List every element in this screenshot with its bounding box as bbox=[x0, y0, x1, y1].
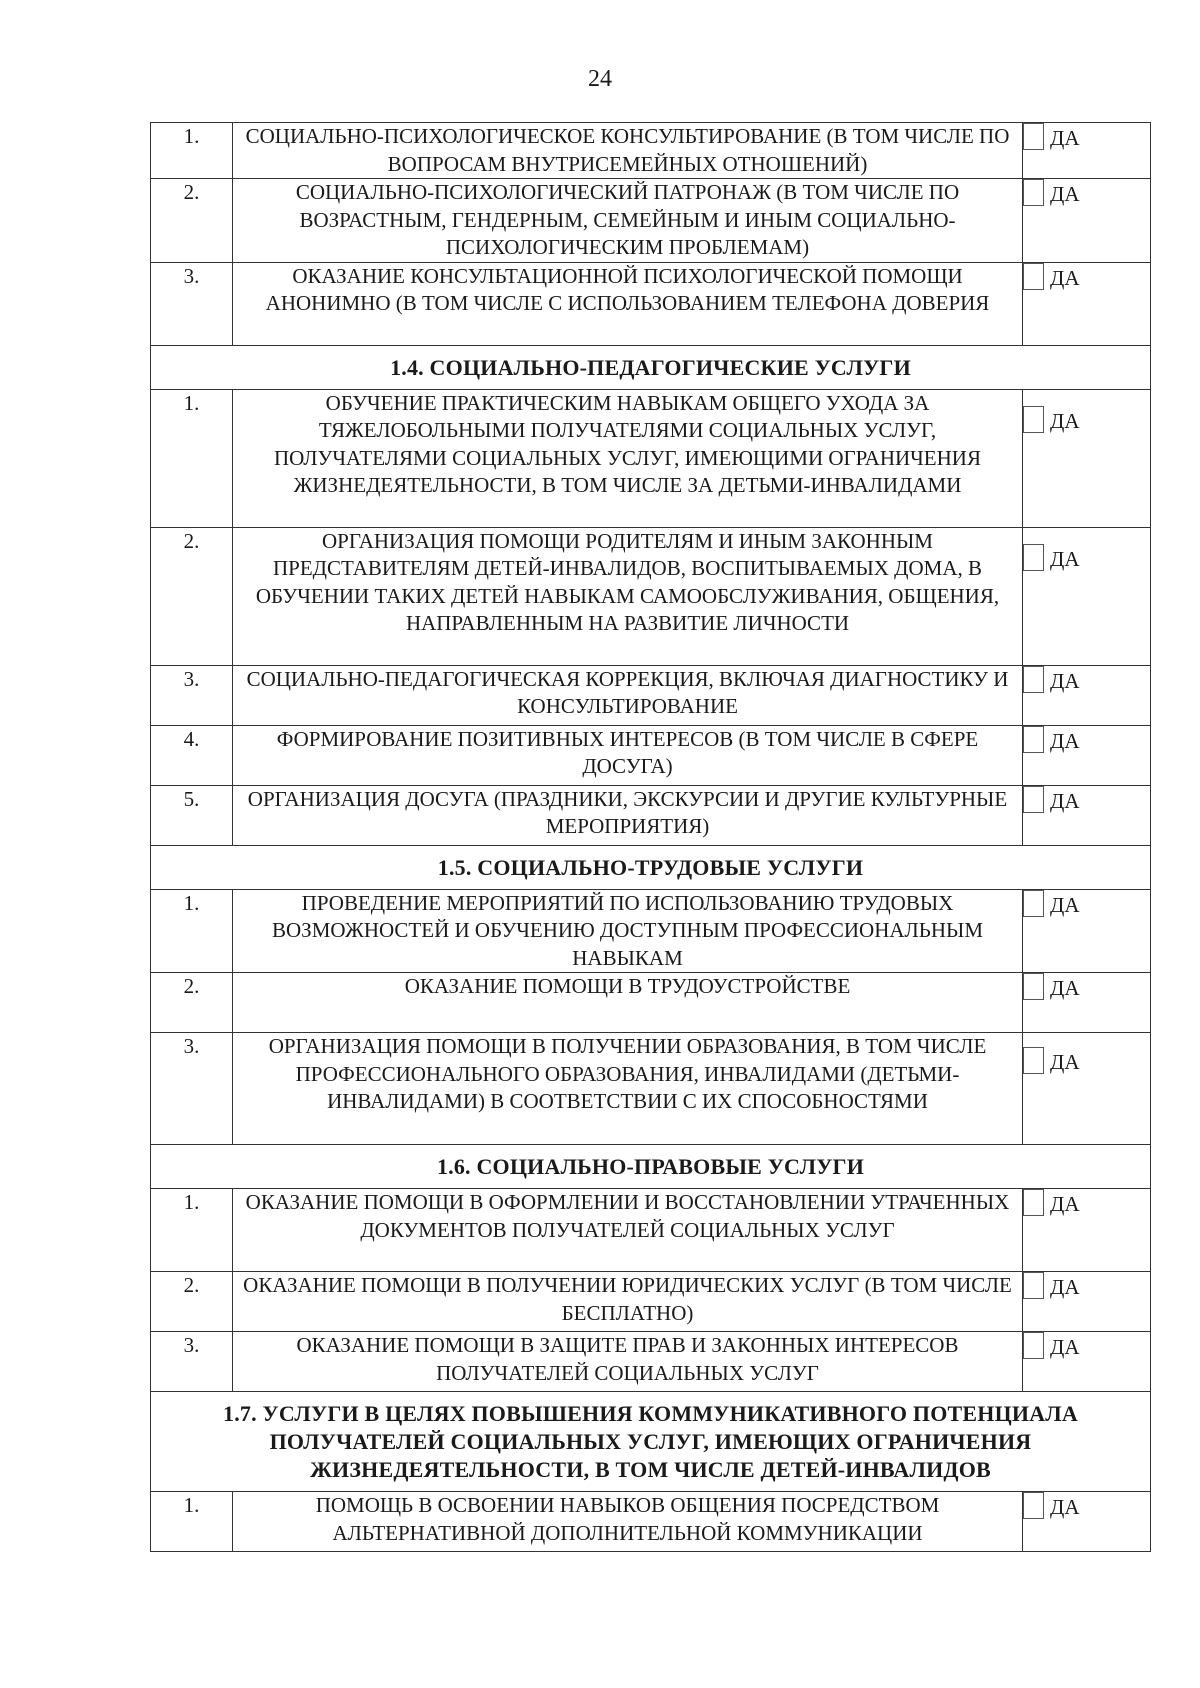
service-name: ОБУЧЕНИЕ ПРАКТИЧЕСКИМ НАВЫКАМ ОБЩЕГО УХОДА ЗА ТЯЖЕЛОБОЛЬНЫМИ ПОЛУЧАТЕЛЯМИ СОЦИАЛЬНЫХ УСЛУГ, ПОЛУЧАТЕЛЯМИ СОЦИАЛЬНЫХ УСЛУГ, ИМЕЮЩИМИ ОГРАНИЧЕНИЯ ЖИЗНЕДЕЯТЕЛЬНОСТИ, В ТОМ ЧИСЛЕ ЗА ДЕТЬМИ-ИНВАЛИДАМИ bbox=[233, 389, 1023, 527]
item-number: 1. bbox=[151, 389, 233, 527]
checkbox-label: ДА bbox=[1050, 1192, 1080, 1216]
section-header-row bbox=[151, 1392, 1151, 1492]
service-name: ОКАЗАНИЕ КОНСУЛЬТАЦИОННОЙ ПСИХОЛОГИЧЕСКОЙ ПОМОЩИ АНОНИМНО (В ТОМ ЧИСЛЕ С ИСПОЛЬЗОВАНИЕМ ТЕЛЕФОНА ДОВЕРИЯ bbox=[233, 262, 1023, 345]
item-number: 1. bbox=[151, 1492, 233, 1552]
checkbox-icon[interactable] bbox=[1023, 890, 1044, 917]
checkbox-icon[interactable] bbox=[1023, 406, 1044, 433]
checkbox-cell[interactable] bbox=[1023, 889, 1151, 973]
checkbox-cell[interactable] bbox=[1023, 973, 1151, 1033]
service-name: ФОРМИРОВАНИЕ ПОЗИТИВНЫХ ИНТЕРЕСОВ (В ТОМ ЧИСЛЕ В СФЕРЕ ДОСУГА) bbox=[233, 725, 1023, 785]
checkbox-icon[interactable] bbox=[1023, 973, 1044, 1000]
checkbox-cell[interactable] bbox=[1023, 665, 1151, 725]
checkbox-label: ДА bbox=[1050, 668, 1080, 693]
page-number: 24 bbox=[588, 66, 612, 92]
service-name: СОЦИАЛЬНО-ПСИХОЛОГИЧЕСКИЙ ПАТРОНАЖ (В ТОМ ЧИСЛЕ ПО ВОЗРАСТНЫМ, ГЕНДЕРНЫМ, СЕМЕЙНЫМ И ИНЫМ СОЦИАЛЬНО- ПСИХОЛОГИЧЕСКИМ ПРОБЛЕМАМ) bbox=[233, 179, 1023, 263]
service-name: ОРГАНИЗАЦИЯ ПОМОЩИ В ПОЛУЧЕНИИ ОБРАЗОВАНИЯ, В ТОМ ЧИСЛЕ ПРОФЕССИОНАЛЬНОГО ОБРАЗОВАНИЯ, ИНВАЛИДАМИ (ДЕТЬМИ-ИНВАЛИДАМИ) В СООТВЕТСТВИИ С ИХ СПОСОБНОСТЯМИ bbox=[233, 1033, 1023, 1145]
table-row bbox=[151, 179, 1151, 263]
service-name: ОКАЗАНИЕ ПОМОЩИ В ЗАЩИТЕ ПРАВ И ЗАКОННЫХ ИНТЕРЕСОВ ПОЛУЧАТЕЛЕЙ СОЦИАЛЬНЫХ УСЛУГ bbox=[233, 1332, 1023, 1392]
item-number: 4. bbox=[151, 725, 233, 785]
table-row bbox=[151, 1492, 1151, 1552]
checkbox-cell[interactable] bbox=[1023, 1492, 1151, 1552]
checkbox-cell[interactable] bbox=[1023, 1272, 1151, 1332]
table-row bbox=[151, 1033, 1151, 1145]
checkbox-label: ДА bbox=[1050, 1495, 1080, 1519]
checkbox-icon[interactable] bbox=[1023, 1332, 1044, 1359]
checkbox-icon[interactable] bbox=[1023, 544, 1044, 571]
item-number: 2. bbox=[151, 973, 233, 1033]
service-name: ПОМОЩЬ В ОСВОЕНИИ НАВЫКОВ ОБЩЕНИЯ ПОСРЕДСТВОМ АЛЬТЕРНАТИВНОЙ ДОПОЛНИТЕЛЬНОЙ КОММУНИКАЦИИ bbox=[233, 1492, 1023, 1552]
checkbox-label: ДА bbox=[1050, 892, 1080, 917]
section-title: 1.4. СОЦИАЛЬНО-ПЕДАГОГИЧЕСКИЕ УСЛУГИ bbox=[151, 345, 1151, 389]
table-row bbox=[151, 389, 1151, 527]
checkbox-icon[interactable] bbox=[1023, 123, 1044, 150]
service-name: ПРОВЕДЕНИЕ МЕРОПРИЯТИЙ ПО ИСПОЛЬЗОВАНИЮ ТРУДОВЫХ ВОЗМОЖНОСТЕЙ И ОБУЧЕНИЮ ДОСТУПНЫМ ПРОФЕССИОНАЛЬНЫМ НАВЫКАМ bbox=[233, 889, 1023, 973]
checkbox-cell[interactable] bbox=[1023, 1332, 1151, 1392]
section-header-row bbox=[151, 1145, 1151, 1189]
table-row bbox=[151, 123, 1151, 179]
service-name: ОКАЗАНИЕ ПОМОЩИ В ТРУДОУСТРОЙСТВЕ bbox=[233, 973, 1023, 1033]
checkbox-label: ДА bbox=[1050, 546, 1080, 571]
item-number: 2. bbox=[151, 527, 233, 665]
item-number: 3. bbox=[151, 1332, 233, 1392]
service-name: ОРГАНИЗАЦИЯ ДОСУГА (ПРАЗДНИКИ, ЭКСКУРСИИ И ДРУГИЕ КУЛЬТУРНЫЕ МЕРОПРИЯТИЯ) bbox=[233, 785, 1023, 845]
service-name: СОЦИАЛЬНО-ПСИХОЛОГИЧЕСКОЕ КОНСУЛЬТИРОВАНИЕ (В ТОМ ЧИСЛЕ ПО ВОПРОСАМ ВНУТРИСЕМЕЙНЫХ ОТНОШЕНИЙ) bbox=[233, 123, 1023, 179]
checkbox-cell[interactable] bbox=[1023, 1033, 1151, 1145]
checkbox-label: ДА bbox=[1050, 976, 1080, 1000]
item-number: 1. bbox=[151, 889, 233, 973]
service-name: СОЦИАЛЬНО-ПЕДАГОГИЧЕСКАЯ КОРРЕКЦИЯ, ВКЛЮЧАЯ ДИАГНОСТИКУ И КОНСУЛЬТИРОВАНИЕ bbox=[233, 665, 1023, 725]
item-number: 1. bbox=[151, 1189, 233, 1272]
services-table bbox=[150, 122, 1151, 1552]
table-row bbox=[151, 785, 1151, 845]
checkbox-icon[interactable] bbox=[1023, 1492, 1044, 1519]
item-number: 2. bbox=[151, 179, 233, 263]
checkbox-label: ДА bbox=[1050, 408, 1080, 433]
checkbox-label: ДА bbox=[1050, 182, 1080, 206]
checkbox-label: ДА bbox=[1050, 788, 1080, 813]
checkbox-icon[interactable] bbox=[1023, 1272, 1044, 1299]
services-table-body bbox=[151, 123, 1151, 1552]
item-number: 2. bbox=[151, 1272, 233, 1332]
item-number: 3. bbox=[151, 262, 233, 345]
table-row bbox=[151, 1189, 1151, 1272]
checkbox-cell[interactable] bbox=[1023, 123, 1151, 179]
checkbox-cell[interactable] bbox=[1023, 1189, 1151, 1272]
checkbox-label: ДА bbox=[1050, 1335, 1080, 1359]
table-row bbox=[151, 527, 1151, 665]
checkbox-icon[interactable] bbox=[1023, 726, 1044, 753]
table-row bbox=[151, 973, 1151, 1033]
service-name: ОКАЗАНИЕ ПОМОЩИ В ОФОРМЛЕНИИ И ВОССТАНОВЛЕНИИ УТРАЧЕННЫХ ДОКУМЕНТОВ ПОЛУЧАТЕЛЕЙ СОЦИАЛЬНЫХ УСЛУГ bbox=[233, 1189, 1023, 1272]
table-row bbox=[151, 725, 1151, 785]
section-header-row bbox=[151, 345, 1151, 389]
service-name: ОКАЗАНИЕ ПОМОЩИ В ПОЛУЧЕНИИ ЮРИДИЧЕСКИХ УСЛУГ (В ТОМ ЧИСЛЕ БЕСПЛАТНО) bbox=[233, 1272, 1023, 1332]
checkbox-label: ДА bbox=[1050, 1275, 1080, 1299]
checkbox-cell[interactable] bbox=[1023, 785, 1151, 845]
item-number: 3. bbox=[151, 1033, 233, 1145]
checkbox-cell[interactable] bbox=[1023, 527, 1151, 665]
table-row bbox=[151, 665, 1151, 725]
service-name: ОРГАНИЗАЦИЯ ПОМОЩИ РОДИТЕЛЯМ И ИНЫМ ЗАКОННЫМ ПРЕДСТАВИТЕЛЯМ ДЕТЕЙ-ИНВАЛИДОВ, ВОСПИТЫВАЕМЫХ ДОМА, В ОБУЧЕНИИ ТАКИХ ДЕТЕЙ НАВЫКАМ САМООБСЛУЖИВАНИЯ, ОБЩЕНИЯ, НАПРАВЛЕННЫМ НА РАЗВИТИЕ ЛИЧНОСТИ bbox=[233, 527, 1023, 665]
item-number: 5. bbox=[151, 785, 233, 845]
section-title: 1.5. СОЦИАЛЬНО-ТРУДОВЫЕ УСЛУГИ bbox=[151, 845, 1151, 889]
item-number: 3. bbox=[151, 665, 233, 725]
table-row bbox=[151, 262, 1151, 345]
checkbox-cell[interactable] bbox=[1023, 725, 1151, 785]
section-header-row bbox=[151, 845, 1151, 889]
checkbox-icon[interactable] bbox=[1023, 666, 1044, 693]
checkbox-label: ДА bbox=[1050, 265, 1080, 290]
section-title: 1.7. УСЛУГИ В ЦЕЛЯХ ПОВЫШЕНИЯ КОММУНИКАТИВНОГО ПОТЕНЦИАЛА ПОЛУЧАТЕЛЕЙ СОЦИАЛЬНЫХ УСЛУГ, ИМЕЮЩИХ ОГРАНИЧЕНИЯ ЖИЗНЕДЕЯТЕЛЬНОСТИ, В ТОМ ЧИСЛЕ ДЕТЕЙ-ИНВАЛИДОВ bbox=[151, 1392, 1151, 1492]
checkbox-cell[interactable] bbox=[1023, 262, 1151, 345]
item-number: 1. bbox=[151, 123, 233, 179]
table-row bbox=[151, 1332, 1151, 1392]
checkbox-label: ДА bbox=[1050, 1050, 1080, 1074]
checkbox-cell[interactable] bbox=[1023, 389, 1151, 527]
checkbox-cell[interactable] bbox=[1023, 179, 1151, 263]
checkbox-icon[interactable] bbox=[1023, 786, 1044, 813]
section-title: 1.6. СОЦИАЛЬНО-ПРАВОВЫЕ УСЛУГИ bbox=[151, 1145, 1151, 1189]
table-row bbox=[151, 889, 1151, 973]
checkbox-icon[interactable] bbox=[1023, 1189, 1044, 1216]
table-row bbox=[151, 1272, 1151, 1332]
checkbox-icon[interactable] bbox=[1023, 179, 1044, 206]
checkbox-label: ДА bbox=[1050, 728, 1080, 753]
checkbox-label: ДА bbox=[1050, 126, 1080, 150]
checkbox-icon[interactable] bbox=[1023, 263, 1044, 290]
checkbox-icon[interactable] bbox=[1023, 1047, 1044, 1074]
